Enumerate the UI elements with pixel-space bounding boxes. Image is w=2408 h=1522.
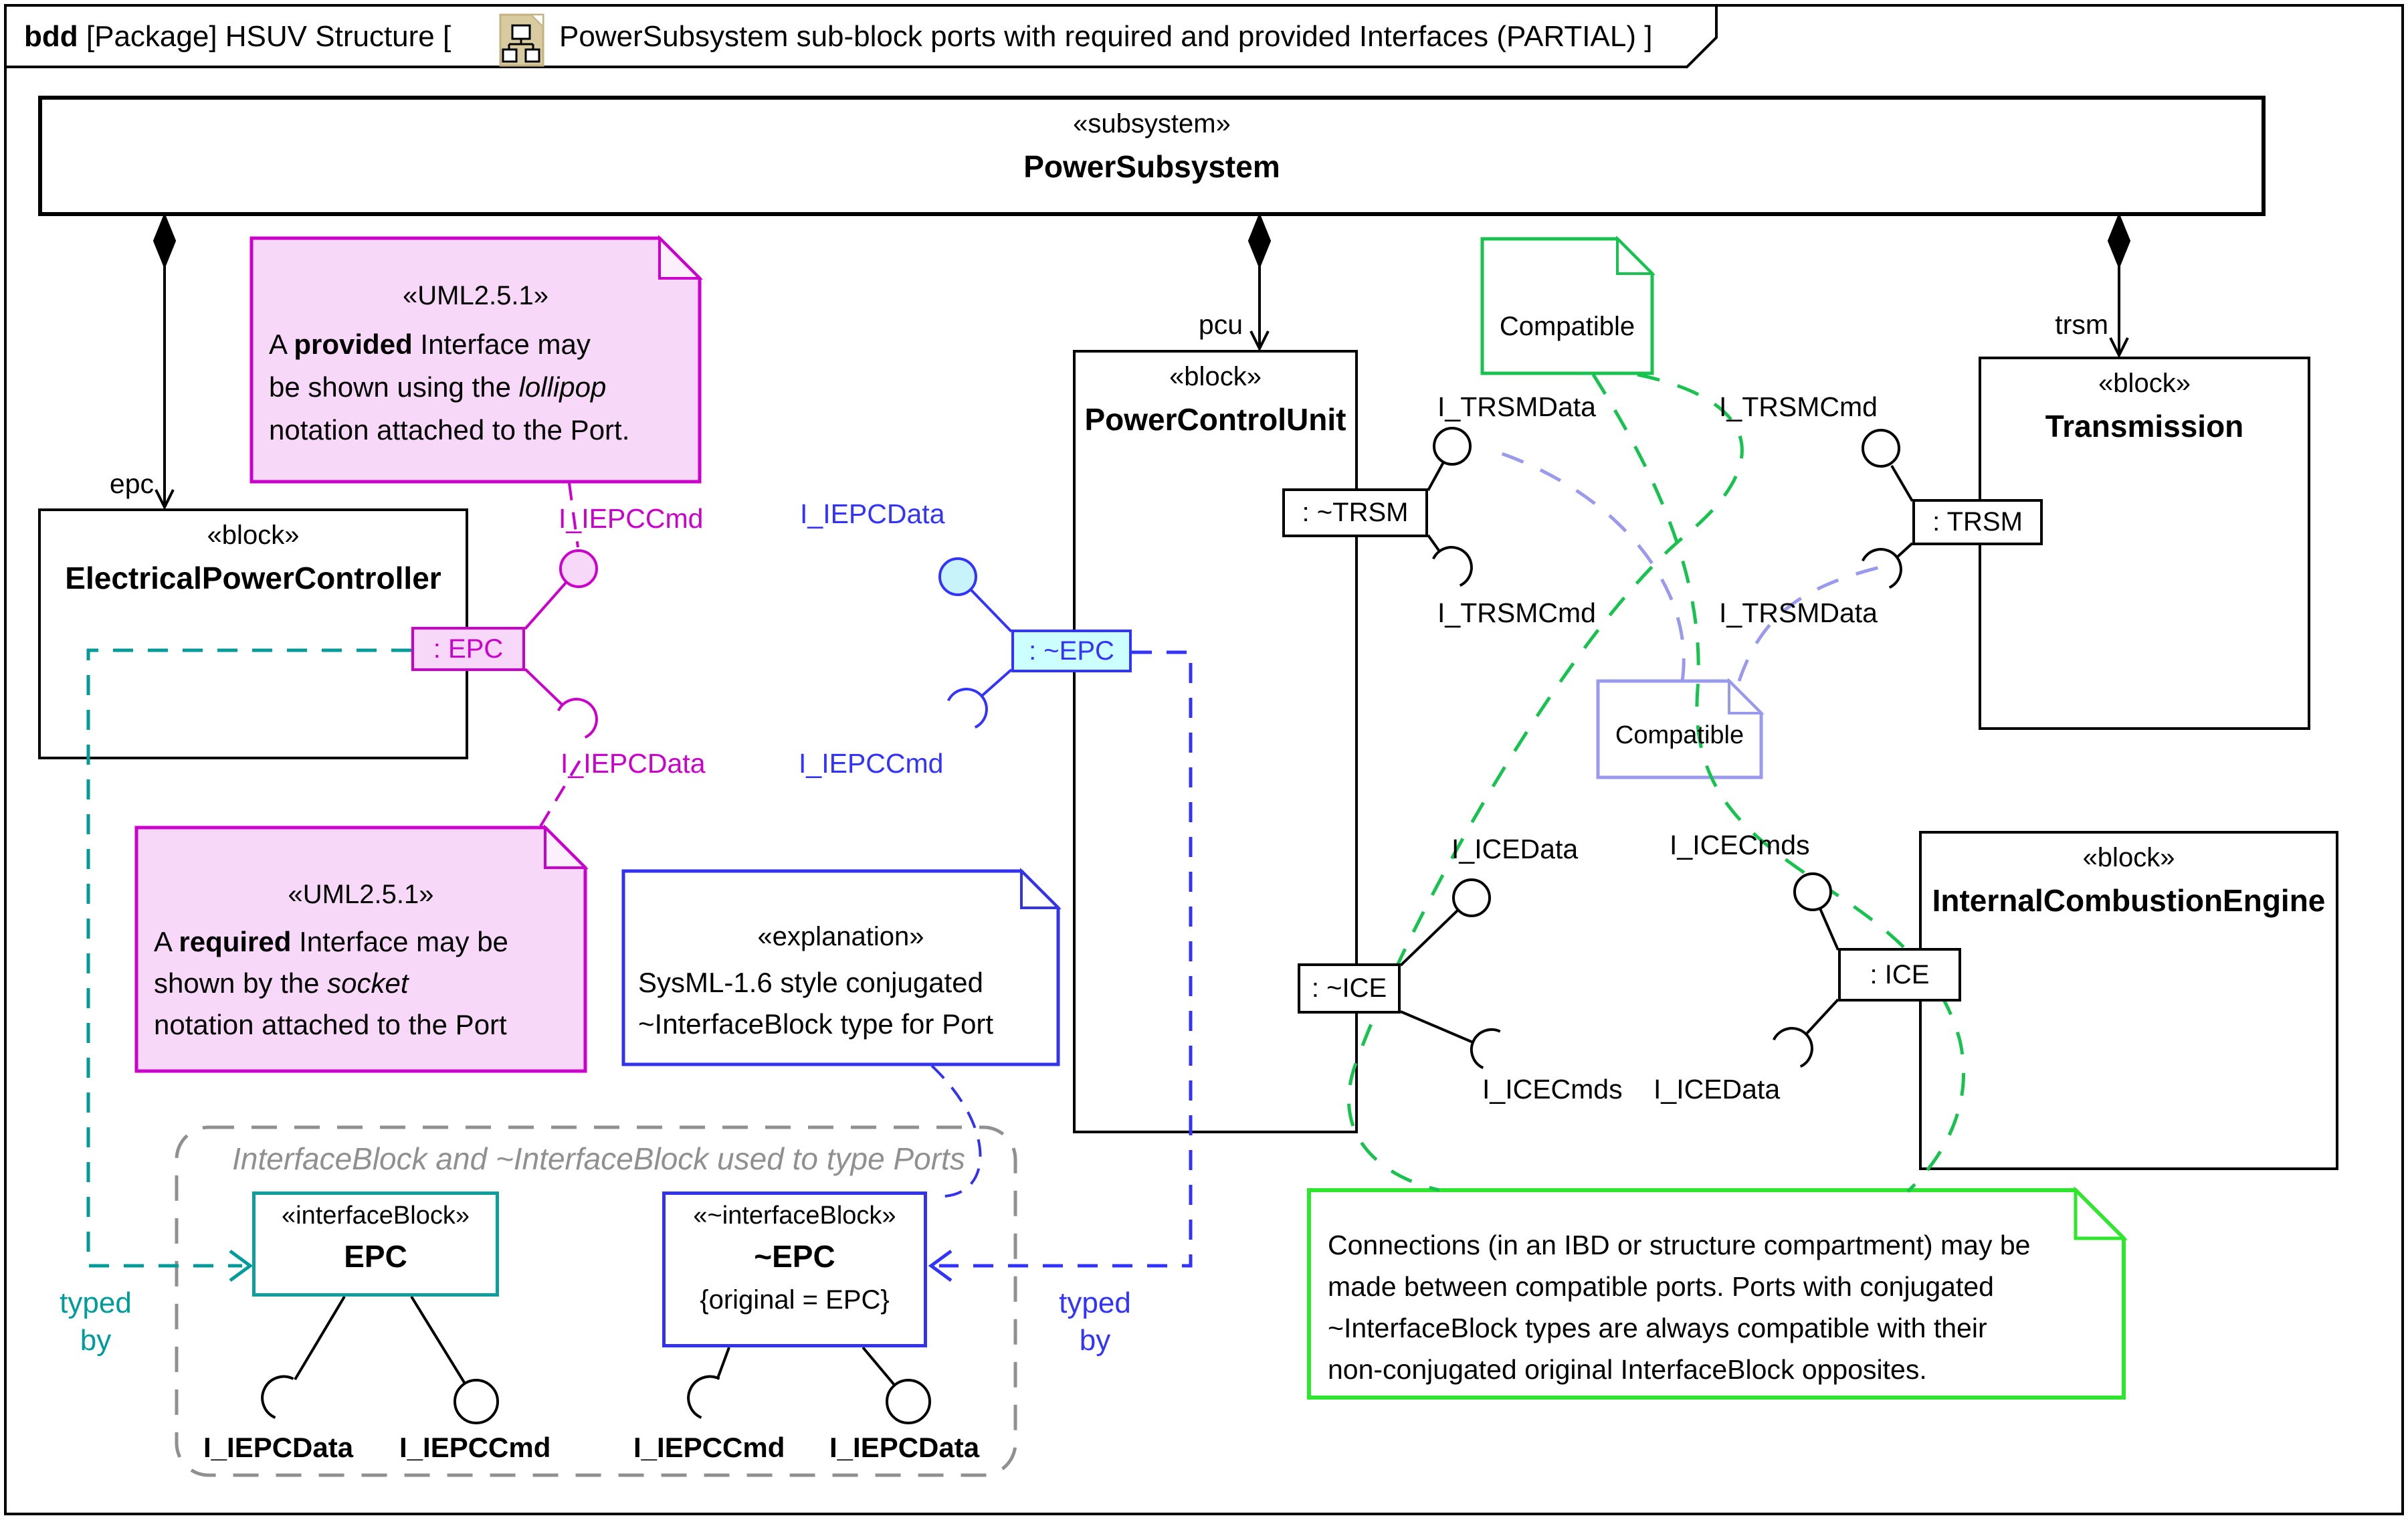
frame-keyword: bdd <box>24 20 78 53</box>
label-iepcdata-epc[interactable]: I_IEPCData <box>561 748 706 779</box>
typed-by-label-blue[interactable]: typed by <box>1059 1287 1131 1357</box>
port-ice-conj[interactable]: : ~ICE <box>1298 963 1401 1014</box>
role-label-epc[interactable]: epc <box>109 468 154 499</box>
interfaceblock-epc-conj[interactable] <box>662 1192 927 1347</box>
interfaceblock-epc-stereotype: «interfaceBlock» <box>282 1202 470 1230</box>
ice-conj-lollipop <box>1401 880 1490 965</box>
ice-lollipop <box>1795 874 1838 950</box>
trsm-conj-lollipop <box>1428 428 1470 490</box>
group-box-title: InterfaceBlock and ~InterfaceBlock used to type Ports <box>232 1141 965 1176</box>
trsm-socket <box>1863 543 1912 587</box>
label-iepcdata-epc-conj[interactable]: I_IEPCData <box>800 498 945 529</box>
frame-close-bracket: ] <box>1644 20 1653 53</box>
label-icecmds-top-right[interactable]: I_ICECmds <box>1670 830 1810 860</box>
note-compatible-top[interactable] <box>1482 239 1652 373</box>
label-trsmcmd-bottom-left[interactable]: I_TRSMCmd <box>1437 597 1596 628</box>
label-icedata-bottom[interactable]: I_ICEData <box>1653 1074 1781 1105</box>
note-connections-text: Connections (in an IBD or structure compartment) may be made between compatible ports. Ports with conjugated ~InterfaceBlock types are always compatible with their non-conjugated original InterfaceBlock opposites. <box>1328 1230 2031 1385</box>
label-trsmdata-bottom-right[interactable]: I_TRSMData <box>1719 597 1878 628</box>
interfaceblock-epc-conj-stereotype: «~interfaceBlock» <box>693 1202 896 1230</box>
note-explanation-stereotype: «explanation» <box>757 922 924 951</box>
trsm-lollipop <box>1863 430 1912 501</box>
note-provided-text: «UML2.5.1» A provided Interface may be shown using the lollipop notation attached to the Port. <box>252 281 700 446</box>
trsm-conj-socket <box>1428 535 1472 585</box>
note-required-text: «UML2.5.1» A required Interface may be shown by the socket notation attached to the Port <box>136 880 585 1041</box>
frame-context: [Package] HSUV Structure [ <box>86 20 452 53</box>
interfaceblock-epc-conj-name: ~EPC <box>754 1239 835 1274</box>
label-trsmcmd-top-right[interactable]: I_TRSMCmd <box>1719 391 1878 422</box>
composite-connector-trsm <box>2109 216 2129 355</box>
epc-block-name: ElectricalPowerController <box>65 561 441 595</box>
port-epc-conj[interactable]: : ~EPC <box>1011 630 1132 672</box>
ifblock-epc-conj-lollipop <box>863 1347 930 1423</box>
composite-connector-epc <box>155 216 175 507</box>
ifblock-epc-conj-socket <box>688 1347 729 1418</box>
epc-block-stereotype: «block» <box>207 520 300 550</box>
note-provided-stereotype: «UML2.5.1» <box>403 281 548 310</box>
port-ice[interactable]: : ICE <box>1838 948 1961 1002</box>
pcu-block-stereotype: «block» <box>1169 362 1262 391</box>
label-iepccmd-epc-conj[interactable]: I_IEPCCmd <box>799 748 944 779</box>
epc-conj-provided-interface-lollipop <box>940 559 1011 632</box>
transmission-block-stereotype: «block» <box>2098 369 2191 398</box>
label-iepccmd-epc[interactable]: I_IEPCCmd <box>559 503 704 534</box>
label-ifbox-iepcdata-2[interactable]: I_IEPCData <box>829 1432 980 1463</box>
label-icedata-top-left[interactable]: I_ICEData <box>1451 834 1579 864</box>
frame-title-right <box>559 20 1652 54</box>
label-ifbox-iepccmd-2[interactable]: I_IEPCCmd <box>633 1432 785 1463</box>
pcu-block-name: PowerControlUnit <box>1084 402 1346 437</box>
note-compatible-middle-text: Compatible <box>1615 721 1744 749</box>
role-label-pcu[interactable]: pcu <box>1198 309 1243 340</box>
interfaceblock-epc-name: EPC <box>344 1239 407 1274</box>
label-ifbox-iepcdata-1[interactable]: I_IEPCData <box>203 1432 354 1463</box>
note-explanation-text: «explanation» SysML-1.6 style conjugated ~InterfaceBlock type for Port <box>623 922 1058 1040</box>
typed-by-label-teal[interactable]: typed by <box>60 1287 132 1357</box>
compatible-link-right <box>1593 375 1964 1192</box>
role-label-trsm[interactable]: trsm <box>2055 309 2108 340</box>
epc-conj-required-interface-socket <box>948 670 1011 727</box>
port-trsm[interactable]: : TRSM <box>1912 499 2043 545</box>
ice-block-name: InternalCombustionEngine <box>1932 883 2326 918</box>
note-anchor-explanation <box>932 1066 981 1196</box>
interfaceblock-epc[interactable] <box>252 1192 499 1297</box>
ifblock-epc-lollipop <box>411 1297 498 1423</box>
label-icecmds-bottom[interactable]: I_ICECmds <box>1482 1074 1623 1105</box>
ifblock-epc-socket <box>262 1297 344 1418</box>
frame-diagram-name: PowerSubsystem sub-block ports with required and provided Interfaces (PARTIAL) <box>559 20 1636 53</box>
port-epc[interactable]: : EPC <box>411 627 525 671</box>
composite-connector-pcu <box>1249 216 1270 349</box>
epc-provided-interface-lollipop <box>525 551 597 629</box>
interfaceblock-epc-conj-constraint: {original = EPC} <box>700 1285 890 1315</box>
ice-conj-socket <box>1401 1012 1500 1068</box>
epc-required-interface-socket <box>525 669 597 737</box>
power-subsystem-stereotype: «subsystem» <box>1073 109 1231 138</box>
diagram-kind-icon <box>500 15 543 66</box>
power-subsystem-name: PowerSubsystem <box>1023 149 1280 184</box>
label-ifbox-iepccmd-1[interactable]: I_IEPCCmd <box>399 1432 551 1463</box>
port-trsm-conj[interactable]: : ~TRSM <box>1282 488 1428 537</box>
transmission-block-name: Transmission <box>2045 409 2244 444</box>
frame-title-left <box>24 20 451 54</box>
ice-block-stereotype: «block» <box>2082 843 2175 872</box>
note-compatible-top-text: Compatible <box>1499 312 1635 341</box>
ice-socket <box>1774 1000 1838 1066</box>
label-trsmdata-top-left[interactable]: I_TRSMData <box>1437 391 1596 422</box>
note-required-stereotype: «UML2.5.1» <box>288 880 434 909</box>
